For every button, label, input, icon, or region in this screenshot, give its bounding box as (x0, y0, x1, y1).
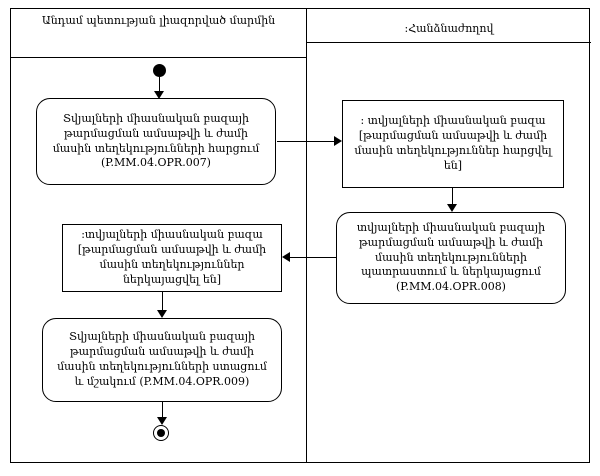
arrowhead-right-icon (334, 136, 342, 146)
object-db-requested: : տվյալների միասնական բազա [թարմացման ամսաթվի և ժամի մասին տեղեկություններ հարցվել են] (342, 100, 564, 188)
end-node (153, 425, 169, 441)
arrowhead-left-icon (282, 252, 290, 262)
swimlane-divider (306, 8, 307, 463)
connector-start-to-request (159, 77, 160, 92)
connector-prepare-to-db (290, 257, 336, 258)
connector-request-to-db (277, 141, 335, 142)
arrowhead-down-icon (157, 417, 167, 425)
arrowhead-down-icon (157, 310, 167, 318)
arrowhead-down-icon (447, 204, 457, 212)
end-node-core (157, 429, 165, 437)
lane-title-commission: :Հանձնաժողով (404, 22, 494, 35)
lane-title-member-state: Անդամ պետության լիազորված մարմին (41, 14, 276, 27)
connector-receive-to-end (162, 402, 163, 418)
lane-header-underline-right (306, 42, 591, 43)
lane-header-underline-left (10, 57, 307, 58)
start-node (153, 64, 166, 77)
object-db-presented: :տվյալների միասնական բազա [թարմացման ամսաթվի և ժամի մասին տեղեկություններ ներկայացվել են] (62, 224, 282, 292)
activity-prepare-present: տվյալների միասնական բազայի թարմացման ամսաթվի և ժամի մասին տեղեկությունների պատրաստում և ներկայացում (P.MM.04.OPR.008) (336, 212, 566, 304)
connector-db-to-receive (162, 292, 163, 311)
activity-request-info: Տվյալների միասնական բազայի թարմացման ամսաթվի և ժամի մասին տեղեկությունների հարցում (P.MM.04.OPR.007) (36, 98, 276, 185)
activity-receive-process: Տվյալների միասնական բազայի թարմացման ամսաթվի և ժամի մասին տեղեկությունների ստացում և մշակում (P.MM.04.OPR.009) (42, 318, 282, 402)
connector-db-to-prepare (452, 188, 453, 205)
